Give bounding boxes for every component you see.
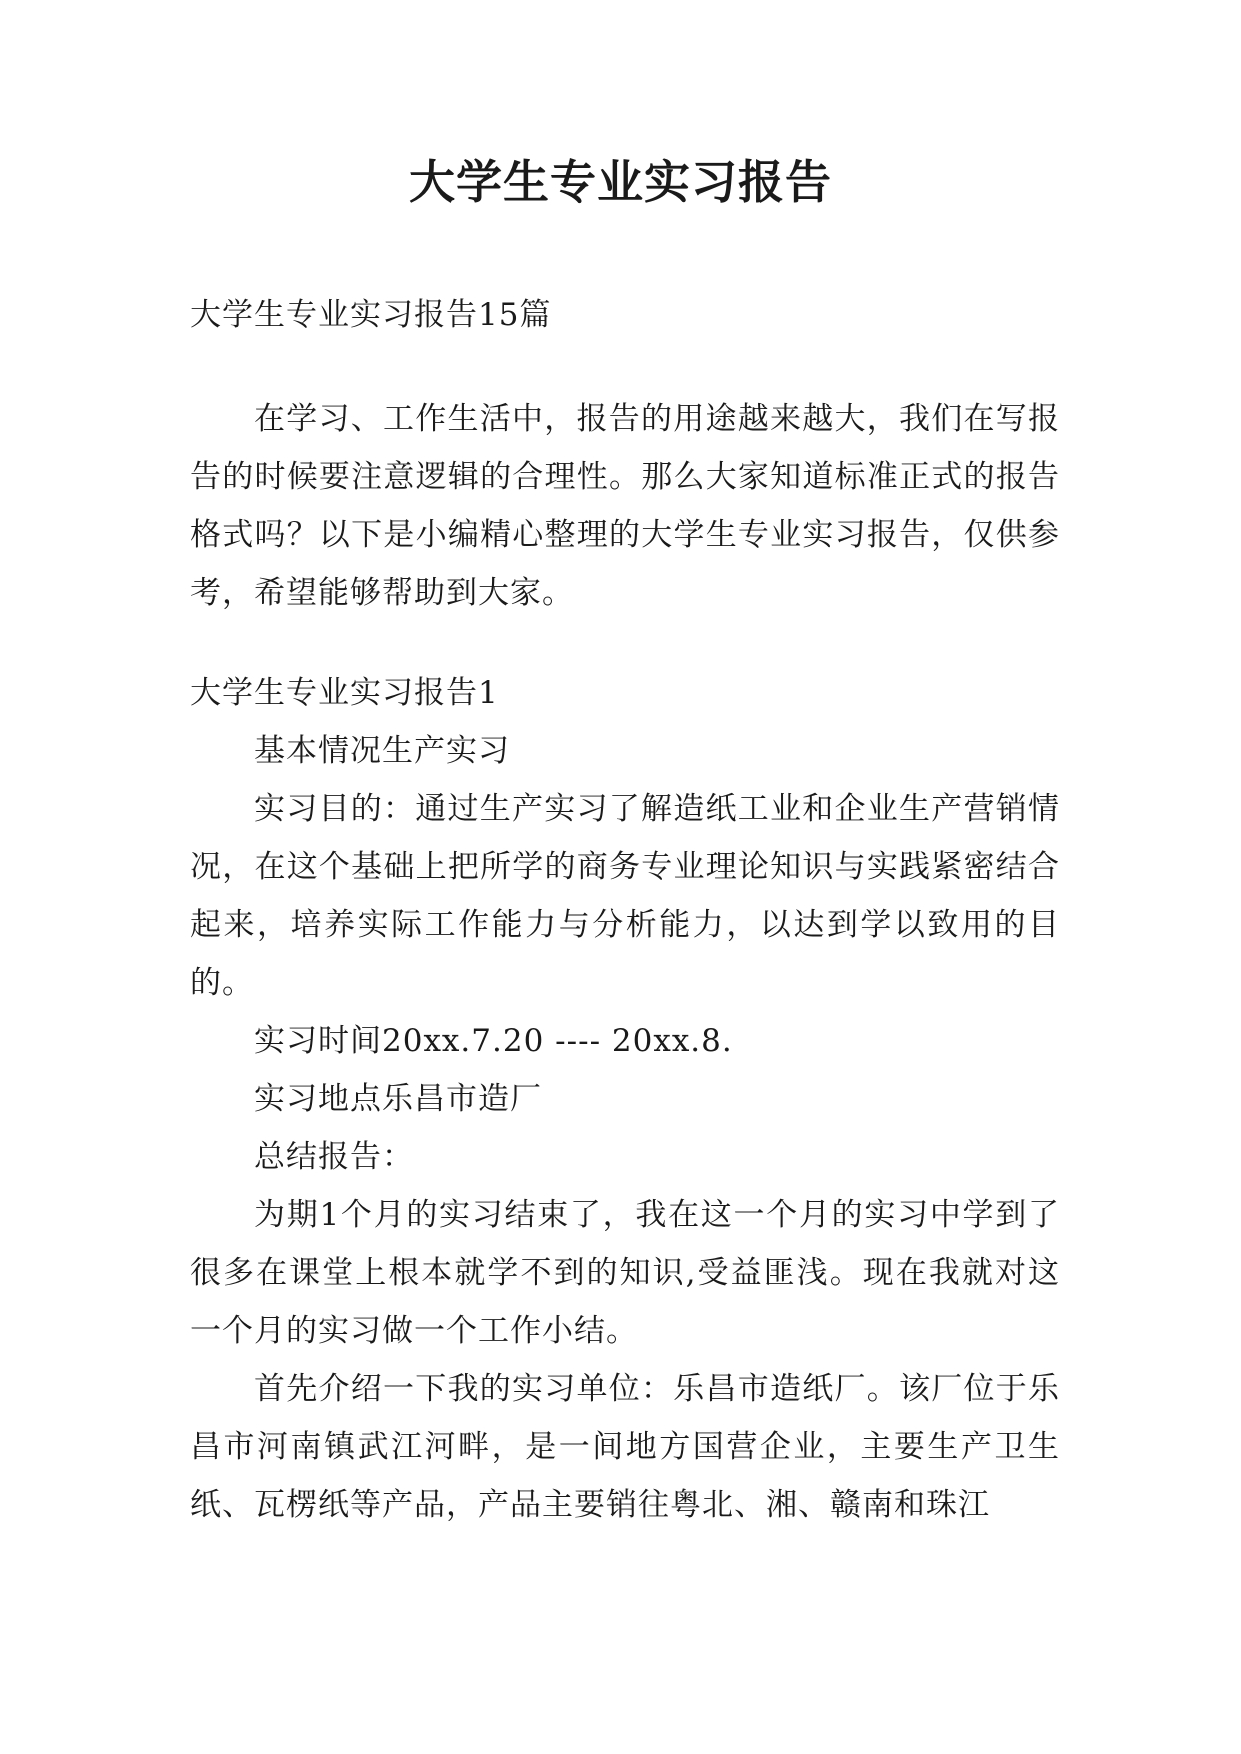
paragraph-company-intro: 首先介绍一下我的实习单位：乐昌市造纸厂。该厂位于乐昌市河南镇武江河畔，是一间地方国营企业，主要生产卫生纸、瓦楞纸等产品，产品主要销往粤北、湘、赣南和珠江 bbox=[190, 1371, 1060, 1523]
paragraph-summary: 为期1个月的实习结束了，我在这一个月的实习中学到了很多在课堂上根本就学不到的知识,受益匪浅。现在我就对这一个月的实习做一个工作小结。 bbox=[190, 1197, 1060, 1349]
document-title: 大学生专业实习报告 bbox=[409, 155, 832, 209]
paragraph-summary-heading: 总结报告： bbox=[254, 1139, 414, 1175]
paragraph-purpose: 实习目的：通过生产实习了解造纸工业和企业生产营销情况，在这个基础上把所学的商务专业理论知识与实践紧密结合起来，培养实际工作能力与分析能力，以达到学以致用的目的。 bbox=[190, 791, 1060, 1001]
document-body bbox=[190, 286, 1060, 1534]
paragraph-basic-info: 基本情况生产实习 bbox=[254, 733, 510, 769]
section-heading: 大学生专业实习报告1 bbox=[190, 675, 499, 711]
intro-paragraph: 在学习、工作生活中，报告的用途越来越大，我们在写报告的时候要注意逻辑的合理性。那么大家知道标准正式的报告格式吗？以下是小编精心整理的大学生专业实习报告，仅供参考，希望能够帮助到大家。 bbox=[190, 401, 1060, 611]
document-subtitle: 大学生专业实习报告15篇 bbox=[190, 297, 552, 333]
paragraph-time: 实习时间20xx.7.20 ---- 20xx.8. bbox=[254, 1023, 733, 1059]
paragraph-location: 实习地点乐昌市造厂 bbox=[254, 1081, 542, 1117]
